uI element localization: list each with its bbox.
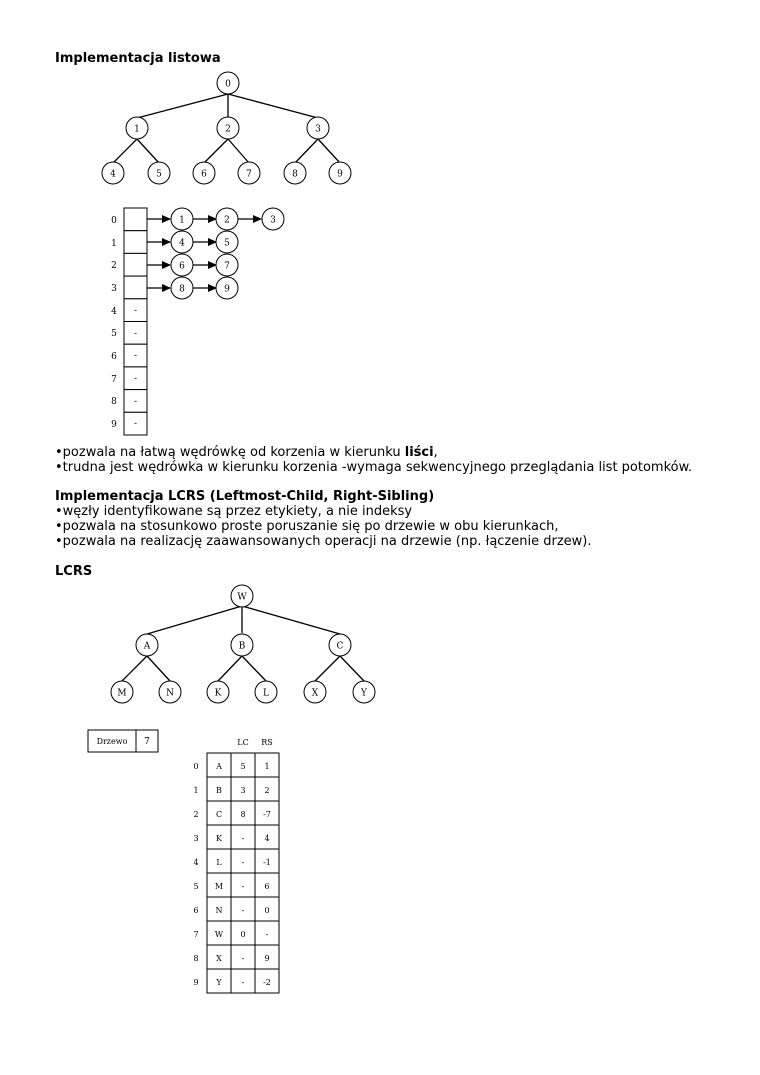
list-node [171,231,193,253]
lcrs-table-row [193,969,279,993]
list-implementation-bullets [55,445,692,475]
tree-node-3 [307,117,329,139]
array-index-label: 0 [111,216,117,226]
array-index-label: 8 [111,397,117,407]
lcrs-cell-lc-text: - [241,954,245,963]
tree-node-label: 2 [225,124,231,135]
lcrs-row-index: 0 [193,762,199,771]
tree-node-x [304,681,326,703]
array-index-label: 9 [111,420,117,430]
tree-node-label: Y [361,688,367,699]
tree-node-label: W [237,592,247,603]
section-title-list-implementation: Implementacja listowa [55,51,221,66]
lcrs-cell-label-text: M [214,882,224,891]
lcrs-table-row [193,753,279,777]
tree-node-label: 9 [337,169,343,180]
tree-node-label: L [263,688,269,699]
lcrs-row-index: 1 [193,786,199,795]
tree-edge [295,139,318,163]
array-empty-marker: - [133,419,138,429]
tree-node-label: 8 [292,169,298,180]
lcrs-row-index: 6 [193,906,199,915]
tree-edge [122,656,147,681]
lcrs-table-row [193,873,279,897]
tree-edge [340,656,364,681]
array-index-label: 2 [111,261,117,271]
drzewo-label: Drzewo [96,737,128,746]
array-empty-marker: - [133,351,138,361]
lcrs-table-row [193,897,279,921]
tree-node-m [111,681,133,703]
tree-edge [137,139,159,163]
tree-node-6 [193,162,215,184]
lcrs-row-index: 4 [193,858,199,867]
lcrs-cell-label-text: C [215,810,223,819]
lcrs-cell-rs-text: 1 [264,762,270,771]
list-node-label: 5 [224,238,230,249]
list-node [171,208,193,230]
tree-node-w [231,585,253,607]
array-cell [124,231,147,254]
array-index-label: 1 [111,239,117,249]
tree-node-0 [217,72,239,94]
tree-node-5 [148,162,170,184]
lcrs-row-index: 7 [193,930,199,939]
tree-edge [315,656,340,681]
lcrs-row-index: 8 [193,954,199,963]
tree-edge [218,656,242,681]
array-empty-marker: - [133,374,138,384]
tree-node-n [159,681,181,703]
list-node-label: 8 [179,284,185,295]
bullet-item: •pozwala na realizację zaawansowanych operacji na drzewie (np. łączenie drzew). [55,534,592,549]
tree-node-4 [102,162,124,184]
lcrs-table-row [193,801,279,825]
tree-edge [147,656,170,681]
lcrs-cell-label-text: L [216,858,222,867]
list-node-label: 4 [179,238,185,249]
lcrs-cell-rs-text: 4 [264,834,270,843]
tree-edge [242,606,340,634]
tree-1 [102,72,351,184]
lcrs-row-index: 5 [193,882,199,891]
lcrs-cell-label-text: W [214,930,224,939]
list-node-label: 6 [179,261,185,272]
tree-node-label: X [311,688,319,699]
lcrs-cell-rs-text: -1 [263,858,271,867]
lcrs-cell-lc-text: - [241,882,245,891]
lcrs-cell-lc-text: - [241,906,245,915]
lcrs-cell-lc-text: 5 [240,762,246,771]
lcrs-table-row [193,921,279,945]
list-node [216,208,238,230]
section-title-lcrs: LCRS [55,564,93,579]
tree-node-label: 0 [225,79,231,90]
list-node-label: 3 [270,215,276,226]
lcrs-cell-label-text: B [216,786,222,795]
list-node [262,208,284,230]
tree-node-label: 3 [315,124,321,135]
lcrs-cell-lc-text: - [241,834,245,843]
tree-node-label: C [336,641,344,652]
list-node [216,254,238,276]
tree-node-k [207,681,229,703]
lcrs-table-row [193,945,279,969]
tree-node-2 [217,117,239,139]
tree-node-b [231,634,253,656]
list-node [171,277,193,299]
tree-node-9 [329,162,351,184]
list-node [171,254,193,276]
lcrs-cell-label-text: Y [216,978,222,987]
tree-2 [111,585,375,703]
tree-node-7 [238,162,260,184]
lcrs-row-index: 9 [193,978,199,987]
tree-node-label: K [214,688,222,699]
tree-edge [204,139,228,163]
array-index-label: 4 [111,307,117,317]
lcrs-table [193,738,279,993]
lcrs-cell-rs-text: - [265,930,269,939]
bullet-item: •węzły identyfikowane są przez etykiety, a nie indeksy [55,504,413,519]
bullet-item: •trudna jest wędrówka w kierunku korzenia -wymaga sekwencyjnego przeglądania list potomków. [55,460,693,475]
tree-node-label: 6 [201,169,207,180]
list-node [216,231,238,253]
lcrs-cell-lc-text: - [241,978,245,987]
array-cell [124,276,147,299]
tree-node-1 [126,117,148,139]
lcrs-cell-label-text: A [216,762,222,771]
tree-node-label: B [238,641,246,652]
lcrs-cell-label-text: N [215,906,223,915]
tree-node-c [329,634,351,656]
lcrs-cell-rs-text: 6 [264,882,270,891]
lcrs-row-index: 2 [193,810,199,819]
lcrs-cell-rs-text: 0 [264,906,270,915]
drzewo-root-box [88,730,158,752]
list-node-label: 7 [224,261,230,272]
tree-node-a [136,634,158,656]
lcrs-table-row [193,777,279,801]
array-index-label: 3 [111,284,117,294]
list-node-label: 9 [224,284,230,295]
tree-edge [228,94,318,118]
list-node [216,277,238,299]
array-empty-marker: - [133,329,138,339]
array-index-label: 7 [111,375,117,385]
section-title-lcrs-implementation: Implementacja LCRS (Leftmost-Child, Right-Sibling) [55,489,435,504]
tree-node-label: A [143,641,151,652]
lcrs-cell-rs-text: -7 [263,810,271,819]
lcrs-cell-rs-text: 9 [264,954,270,963]
tree-node-label: 4 [110,169,116,180]
tree-node-label: 7 [246,169,252,180]
lcrs-cell-label-text: K [216,834,222,843]
lcrs-cell-lc-text: 3 [240,786,246,795]
tree-edge [137,94,228,118]
tree-node-label: M [117,688,127,699]
list-node-label: 2 [224,215,230,226]
bullet-item: •pozwala na stosunkowo proste poruszanie się po drzewie w obu kierunkach, [55,519,559,534]
lcrs-bullets [55,504,592,549]
lcrs-header-rs: RS [261,738,273,747]
tree-edge [147,606,242,634]
lcrs-table-row [193,849,279,873]
array-index-label: 5 [111,329,117,339]
lcrs-cell-label-text: X [216,954,222,963]
lcrs-table-row [193,825,279,849]
tree-node-label: 1 [134,124,140,135]
lcrs-cell-lc-text: 0 [240,930,246,939]
lcrs-cell-rs-text: 2 [264,786,270,795]
tree-edge [318,139,340,163]
tree-edge [228,139,249,163]
array-index-label: 6 [111,352,117,362]
array-cell [124,208,147,231]
adjacency-list [111,208,284,435]
lcrs-cell-lc-text: - [241,858,245,867]
drzewo-value: 7 [144,737,150,747]
array-empty-marker: - [133,306,138,316]
lcrs-cell-rs-text: -2 [263,978,271,987]
lcrs-header-lc: LC [237,738,249,747]
lcrs-row-index: 3 [193,834,199,843]
array-cell [124,253,147,276]
tree-node-label: N [166,688,174,699]
array-empty-marker: - [133,397,138,407]
tree-node-8 [284,162,306,184]
tree-node-label: 5 [156,169,162,180]
tree-edge [113,139,137,163]
lcrs-cell-lc-text: 8 [240,810,246,819]
bullet-item: •pozwala na łatwą wędrówkę od korzenia w kierunku liści, [55,445,438,460]
list-node-label: 1 [179,215,185,226]
tree-node-l [255,681,277,703]
tree-edge [242,656,266,681]
tree-node-y [353,681,375,703]
